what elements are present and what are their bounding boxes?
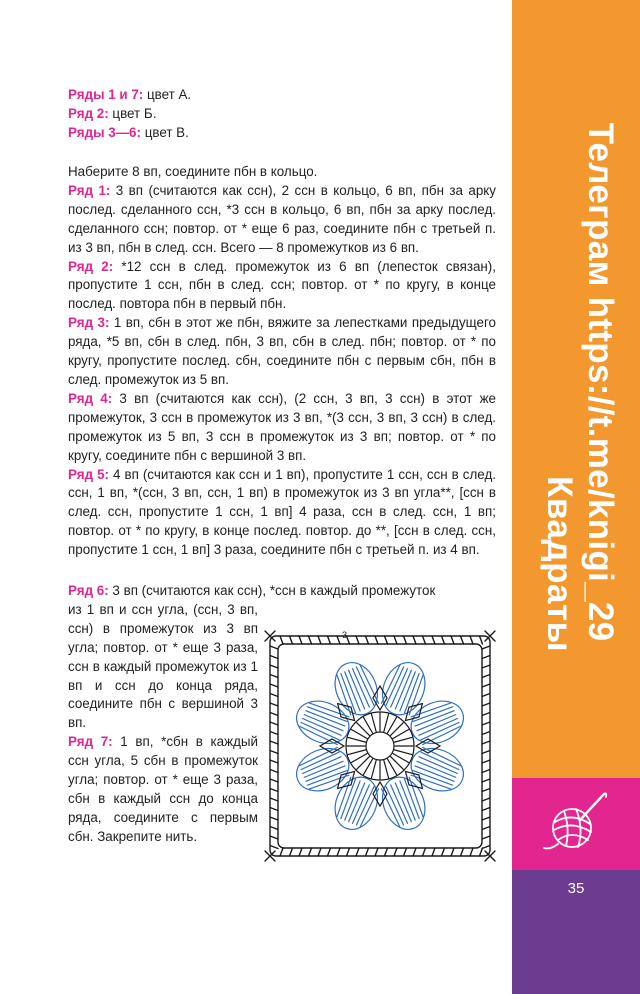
petal bbox=[290, 741, 355, 799]
frame-stitch bbox=[451, 848, 454, 856]
intro-text: Наберите 8 вп, соедините пбн в кольцо. bbox=[68, 164, 318, 179]
color-legend bbox=[68, 86, 508, 143]
diagram-start-marker: 3 bbox=[342, 630, 348, 640]
frame-stitch bbox=[480, 848, 483, 856]
frame-stitch bbox=[385, 636, 388, 644]
frame-stitch bbox=[482, 675, 490, 678]
frame-stitch bbox=[270, 760, 278, 763]
frame-stitch bbox=[482, 713, 490, 716]
frame-stitch bbox=[270, 751, 278, 754]
frame-stitch bbox=[482, 741, 490, 744]
frame-stitch bbox=[270, 694, 278, 697]
frame-stitch bbox=[270, 665, 278, 668]
center-stitch bbox=[384, 714, 389, 731]
frame-stitch bbox=[482, 732, 490, 735]
frame-stitch bbox=[394, 848, 397, 856]
legend-line bbox=[68, 105, 508, 124]
page-number: 35 bbox=[567, 880, 585, 897]
sidebar-title-area bbox=[512, 0, 640, 778]
frame-stitch bbox=[432, 848, 435, 856]
frame-stitch bbox=[394, 636, 397, 644]
frame-stitch bbox=[366, 848, 369, 856]
frame-stitch bbox=[309, 636, 312, 644]
frame-stitch bbox=[482, 798, 490, 801]
frame-stitch bbox=[385, 848, 388, 856]
frame-stitch bbox=[482, 656, 490, 659]
frame-stitch bbox=[290, 636, 293, 644]
petal bbox=[375, 656, 433, 721]
row-text: 1 вп, сбн в этот же пбн, вяжите за лепестками предыдущего ряда, *5 вп, сбн в след. пбн, 3 вп, сбн в след. пбн; повтор. от * по кругу, пропустите послед. сбн, соедините пбн с первым сбн, пбн в след. промежуток из 5 вп. bbox=[68, 315, 496, 387]
frame-stitch bbox=[470, 848, 473, 856]
diagram-frame bbox=[265, 631, 495, 861]
petal-stitch bbox=[420, 722, 459, 740]
row-text: 3 вп (считаются как ссн), (2 ссн, 3 вп, 3 ссн) в этот же промежуток, 3 ссн в промежуток из 3 вп, *(3 ссн, 3 вп, 3 ссн) в след. промежуток из 5 вп, 3 ссн в промежуток из 3 вп; повтор. от * по кругу, соедините пбн с вершиной 3 вп. bbox=[68, 390, 496, 463]
frame-stitch bbox=[461, 848, 464, 856]
row-instruction bbox=[68, 466, 496, 561]
frame-stitch bbox=[482, 789, 490, 792]
frame-stitch bbox=[423, 636, 426, 644]
petal-stitch bbox=[300, 722, 339, 740]
row-text: *12 ссн в след. промежуток из 6 вп (лепесток связан), пропустите 1 ссн, пбн в след. ссн; повтор. от * по кругу, в конце послед. повтора пбн в первый пбн. bbox=[68, 258, 496, 312]
frame-border bbox=[270, 636, 490, 856]
row-label: Ряд 6: bbox=[68, 583, 109, 598]
legend-value: цвет Б. bbox=[108, 105, 157, 121]
row-text-continued: из 1 вп и ссн угла, (ссн, 3 вп, ссн) в промежуток из 3 вп угла; повтор. от * еще 3 раза, ссн в каждый промежуток из 1 вп и ссн до конца ряда, соедините пбн с вершиной 3 вп. bbox=[68, 601, 258, 731]
petal bbox=[327, 656, 385, 721]
row-label: Ряд 7: bbox=[68, 734, 113, 750]
row-text: 3 вп (считаются как ссн), 2 ссн в кольцо, 6 вп, пбн за арку послед. сделанного ссн, *3 ссн в кольцо, 6 вп, пбн за арку послед. сделанного ссн; повтор. от * еще 6 раз, соедините пбн с третьей п. из 3 вп, пбн в след. ссн. Всего — 8 промежутков из 6 вп. bbox=[68, 182, 496, 255]
frame-stitch bbox=[318, 848, 321, 856]
petal-stitch bbox=[386, 786, 404, 825]
petal bbox=[405, 741, 470, 799]
frame-stitch bbox=[423, 848, 426, 856]
frame-stitch bbox=[270, 732, 278, 735]
row-instruction bbox=[68, 582, 498, 601]
frame-stitch bbox=[432, 636, 435, 644]
frame-stitch bbox=[482, 760, 490, 763]
row-instruction bbox=[68, 390, 496, 466]
row-label: Ряд 2: bbox=[68, 258, 114, 274]
frame-stitch bbox=[482, 770, 490, 773]
petal-stitch bbox=[391, 785, 408, 824]
frame-stitch bbox=[482, 808, 490, 811]
frame-stitch bbox=[482, 779, 490, 782]
center-stitch bbox=[348, 750, 365, 755]
frame-stitch bbox=[270, 789, 278, 792]
row-label: Ряд 3: bbox=[68, 315, 110, 331]
center-stitch bbox=[371, 760, 376, 777]
frame-stitch bbox=[270, 808, 278, 811]
frame-stitch bbox=[347, 848, 350, 856]
frame-stitch bbox=[270, 779, 278, 782]
frame-stitch bbox=[318, 636, 321, 644]
frame-stitch bbox=[299, 848, 302, 856]
center-stitch bbox=[348, 737, 365, 742]
frame-stitch bbox=[461, 636, 464, 644]
frame-stitch bbox=[356, 636, 359, 644]
crochet-diagram bbox=[258, 624, 502, 868]
frame-stitch bbox=[480, 636, 483, 644]
frame-stitch bbox=[482, 722, 490, 725]
petal-stitch bbox=[420, 752, 459, 770]
frame-stitch bbox=[270, 798, 278, 801]
row-instruction bbox=[68, 733, 258, 846]
diagram-petals bbox=[290, 656, 470, 836]
yarn-ball-hook-icon bbox=[540, 790, 610, 858]
frame-stitch bbox=[482, 684, 490, 687]
frame-stitch bbox=[328, 848, 331, 856]
petal-stitch bbox=[419, 757, 458, 774]
frame-stitch bbox=[482, 751, 490, 754]
frame-stitch bbox=[337, 848, 340, 856]
instructions-narrow bbox=[68, 582, 436, 847]
petal-stitch bbox=[419, 719, 458, 736]
frame-stitch bbox=[270, 675, 278, 678]
frame-stitch bbox=[337, 636, 340, 644]
petal bbox=[290, 693, 355, 751]
row-instruction bbox=[68, 314, 496, 390]
frame-stitch bbox=[280, 848, 283, 856]
petal bbox=[405, 693, 470, 751]
row-text: 1 вп, *сбн в каждый ссн угла, 5 сбн в промежуток угла; повтор. от * еще 3 раза, сбн в каждый ссн до конца ряда, соедините с первым сбн. Закрепите нить. bbox=[68, 734, 258, 844]
frame-stitch bbox=[442, 848, 445, 856]
center-stitch bbox=[394, 750, 411, 755]
frame-stitch bbox=[404, 636, 407, 644]
legend-value: цвет В. bbox=[140, 124, 189, 140]
legend-label: Ряды 3—6: bbox=[68, 124, 141, 140]
legend-line bbox=[68, 124, 508, 143]
frame-stitch bbox=[270, 722, 278, 725]
row-label: Ряд 1: bbox=[68, 182, 111, 198]
frame-stitch bbox=[270, 656, 278, 659]
legend-label: Ряд 2: bbox=[68, 105, 109, 121]
petal-stitch bbox=[353, 668, 370, 707]
frame-stitch bbox=[442, 636, 445, 644]
row-instruction bbox=[68, 182, 496, 258]
legend-label: Ряды 1 и 7: bbox=[68, 87, 144, 102]
row-text: 4 вп (считаются как ссн и 1 вп), пропустите 1 ссн, ссн в след. ссн, 1 вп, *(ссн, 3 вп, ссн, 1 вп) в промежуток из 3 вп угла**, [ссн в след. ссн, пропустите 1 ссн, 1 вп] 4 раза, ссн в след. ссн, 1 вп; повтор. от * по кругу, в конце послед. повтор. до **, [ссн в след. ссн, пропустите 1 ссн, 1 вп] 3 раза, соедините пбн с третьей п. из 4 вп. bbox=[68, 466, 496, 558]
frame-stitch bbox=[270, 836, 278, 839]
center-stitch bbox=[384, 760, 389, 777]
petal-stitch bbox=[356, 666, 374, 705]
legend-line bbox=[68, 86, 508, 105]
frame-stitch bbox=[482, 827, 490, 830]
frame-stitch bbox=[356, 848, 359, 856]
frame-stitch bbox=[482, 836, 490, 839]
frame-stitch bbox=[482, 646, 490, 649]
frame-stitch bbox=[413, 848, 416, 856]
frame-stitch bbox=[470, 636, 473, 644]
center-stitch bbox=[371, 714, 376, 731]
telegram-link-text: Телеграм https://t.me/knigi_29 bbox=[581, 122, 620, 642]
frame-stitch bbox=[404, 848, 407, 856]
petal-stitch bbox=[386, 666, 404, 705]
frame-stitch bbox=[375, 848, 378, 856]
center-ring bbox=[366, 732, 394, 760]
frame-stitch bbox=[482, 846, 490, 849]
petal-stitch bbox=[300, 752, 339, 770]
frame-stitch bbox=[482, 694, 490, 697]
diagram-center bbox=[320, 686, 440, 806]
frame-stitch bbox=[366, 636, 369, 644]
frame-stitch bbox=[270, 827, 278, 830]
frame-stitch bbox=[270, 846, 278, 849]
petal bbox=[327, 771, 385, 836]
row-label: Ряд 5: bbox=[68, 466, 109, 482]
frame-stitch bbox=[270, 770, 278, 773]
frame-stitch bbox=[270, 741, 278, 744]
frame-stitch bbox=[270, 703, 278, 706]
frame-stitch bbox=[270, 646, 278, 649]
center-stitch bbox=[394, 737, 411, 742]
row-label: Ряд 4: bbox=[68, 390, 113, 406]
frame-inner-border bbox=[278, 644, 482, 848]
petal-stitch bbox=[356, 786, 374, 825]
petal bbox=[375, 771, 433, 836]
petal-stitch bbox=[391, 668, 408, 707]
instructions bbox=[68, 163, 496, 560]
row-instruction bbox=[68, 258, 496, 315]
section-title: Квадраты bbox=[540, 476, 579, 652]
frame-stitch bbox=[482, 665, 490, 668]
frame-stitch bbox=[375, 636, 378, 644]
frame-stitch bbox=[280, 636, 283, 644]
frame-stitch bbox=[451, 636, 454, 644]
frame-stitch bbox=[482, 817, 490, 820]
petal-stitch bbox=[353, 785, 370, 824]
frame-stitch bbox=[413, 636, 416, 644]
frame-stitch bbox=[270, 817, 278, 820]
frame-stitch bbox=[328, 636, 331, 644]
petal-stitch bbox=[302, 757, 341, 774]
row-text: 3 вп (считаются как ссн), *ссн в каждый промежуток bbox=[108, 583, 436, 598]
frame-stitch bbox=[270, 684, 278, 687]
frame-stitch bbox=[482, 703, 490, 706]
frame-stitch bbox=[309, 848, 312, 856]
legend-value: цвет А. bbox=[143, 87, 192, 102]
frame-stitch bbox=[299, 636, 302, 644]
frame-stitch bbox=[270, 713, 278, 716]
petal-stitch bbox=[302, 719, 341, 736]
frame-stitch bbox=[290, 848, 293, 856]
